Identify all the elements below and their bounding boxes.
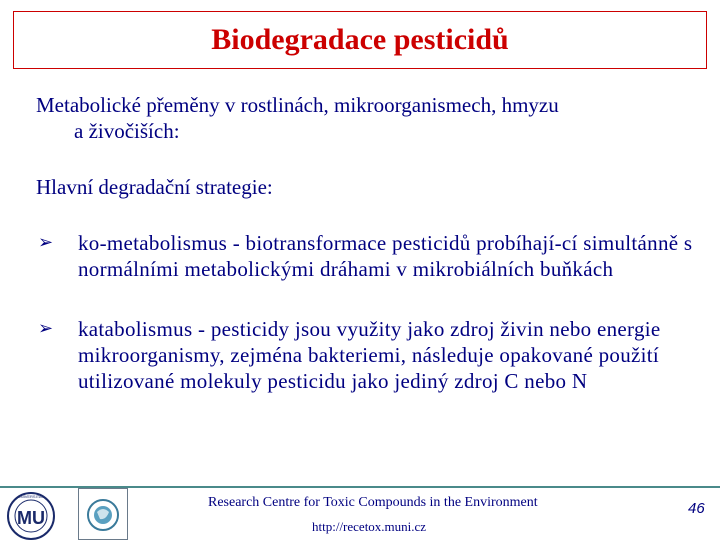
- bullet-item: [36, 316, 696, 394]
- arrow-bullet-icon: ➢: [38, 318, 54, 339]
- footer-url-link[interactable]: http://recetox.muni.cz: [312, 519, 427, 534]
- title-box: [13, 11, 707, 69]
- recetox-logo: [78, 488, 128, 540]
- bullet-text: ko-metabolismus - biotransformace pesticidů probíhají-cí simultánně s normálními metabolickými dráhami v mikrobiálních buňkách: [78, 231, 693, 281]
- svg-text:UNIVERSITAS: UNIVERSITAS: [17, 494, 45, 499]
- slide-title: Biodegradace pesticidů: [211, 23, 509, 56]
- masaryk-university-logo: [3, 488, 61, 540]
- intro-line-2: a živočiších:: [74, 119, 180, 143]
- svg-text:MU: MU: [17, 508, 45, 528]
- arrow-bullet-icon: ➢: [38, 232, 54, 253]
- intro-line-1: Metabolické přeměny v rostlinách, mikroorganismech, hmyzu: [36, 93, 559, 117]
- bullet-item: [36, 230, 696, 282]
- footer-organization: Research Centre for Toxic Compounds in the Environment: [208, 495, 538, 510]
- slide-content: [36, 92, 696, 394]
- page-number: 46: [688, 500, 705, 517]
- strategies-heading: Hlavní degradační strategie:: [36, 175, 273, 199]
- bullet-text: katabolismus - pesticidy jsou využity jako zdroj živin nebo energie mikroorganismy, zejména bakteriemi, následuje opakované použití utilizované molekuly pesticidu jako jediný zdroj C nebo N: [78, 317, 661, 393]
